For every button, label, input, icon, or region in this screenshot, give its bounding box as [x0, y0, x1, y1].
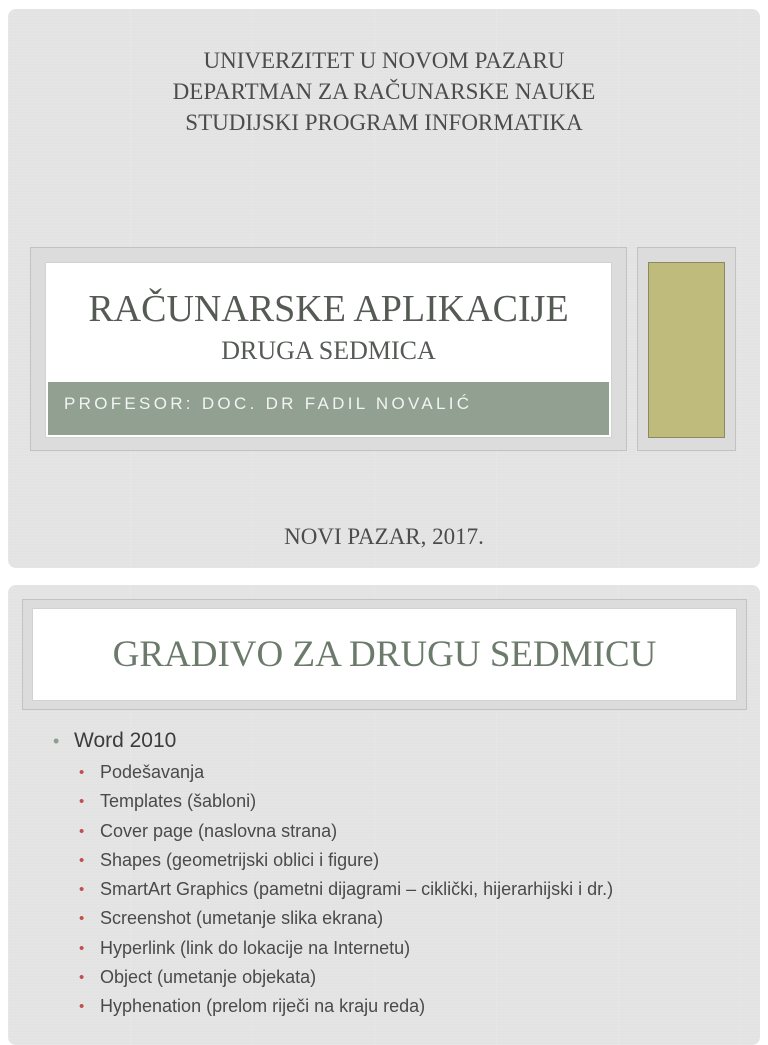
- list-item: [53, 934, 613, 963]
- list-item: [53, 963, 613, 992]
- content-slide: [8, 585, 760, 1045]
- list-item: [53, 758, 613, 787]
- presentation-subtitle: DRUGA SEDMICA: [221, 336, 436, 365]
- list-item-label: Cover page (naslovna strana): [100, 820, 338, 841]
- list-item-label: Word 2010: [74, 729, 177, 752]
- bullet-icon: •: [53, 731, 60, 751]
- bullet-icon: •: [79, 822, 85, 840]
- list-item: [53, 904, 613, 933]
- bullet-icon: •: [79, 998, 85, 1016]
- bullet-icon: •: [79, 851, 85, 869]
- title-box: [45, 262, 612, 438]
- title-slide: [8, 9, 760, 568]
- slide-title-frame: [22, 599, 747, 710]
- list-item-label: Podešavanja: [100, 762, 205, 782]
- list-item: [53, 992, 613, 1021]
- list-item-label: Hyphenation (prelom riječi na kraju reda): [100, 996, 426, 1017]
- professor-bar: [48, 382, 609, 435]
- slide-title: GRADIVO ZA DRUGU SEDMICU: [112, 634, 657, 675]
- list-item: [53, 727, 613, 755]
- list-item-label: Hyperlink (link do lokacije na Internetu): [100, 937, 411, 958]
- professor-name: PROFESOR: DOC. DR FADIL NOVALIĆ: [64, 394, 473, 413]
- university-line: UNIVERZITET U NOVOM PAZARU: [203, 48, 565, 73]
- accent-block: [648, 262, 725, 438]
- bullet-icon: •: [79, 910, 85, 928]
- university-heading: [8, 45, 760, 138]
- accent-frame: [637, 247, 736, 451]
- place-and-year: NOVI PAZAR, 2017.: [284, 524, 484, 549]
- list-item-label: SmartArt Graphics (pametni dijagrami – ciklički, hijerarhijski i dr.): [100, 879, 614, 900]
- bullet-list: [53, 727, 613, 1022]
- list-item-label: Shapes (geometrijski oblici i figure): [100, 849, 380, 870]
- list-item-label: Templates (šabloni): [100, 791, 257, 812]
- bullet-icon: •: [79, 764, 85, 781]
- sub-list: [53, 758, 613, 1022]
- bullet-icon: •: [79, 881, 85, 899]
- slide-title-box: [32, 608, 737, 701]
- department-line: DEPARTMAN ZA RAČUNARSKE NAUKE: [172, 79, 596, 104]
- list-item-label: Object (umetanje objekata): [100, 967, 317, 988]
- bullet-icon: •: [79, 939, 85, 957]
- list-item: [53, 817, 613, 846]
- list-item-label: Screenshot (umetanje slika ekrana): [100, 908, 384, 929]
- program-line: STUDIJSKI PROGRAM INFORMATIKA: [185, 110, 583, 135]
- title-frame: [30, 247, 627, 451]
- list-item: [53, 875, 613, 904]
- list-item: [53, 846, 613, 875]
- list-item: [53, 787, 613, 816]
- presentation-title: RAČUNARSKE APLIKACIJE: [88, 288, 569, 330]
- bullet-icon: •: [79, 793, 85, 811]
- bullet-icon: •: [79, 969, 85, 987]
